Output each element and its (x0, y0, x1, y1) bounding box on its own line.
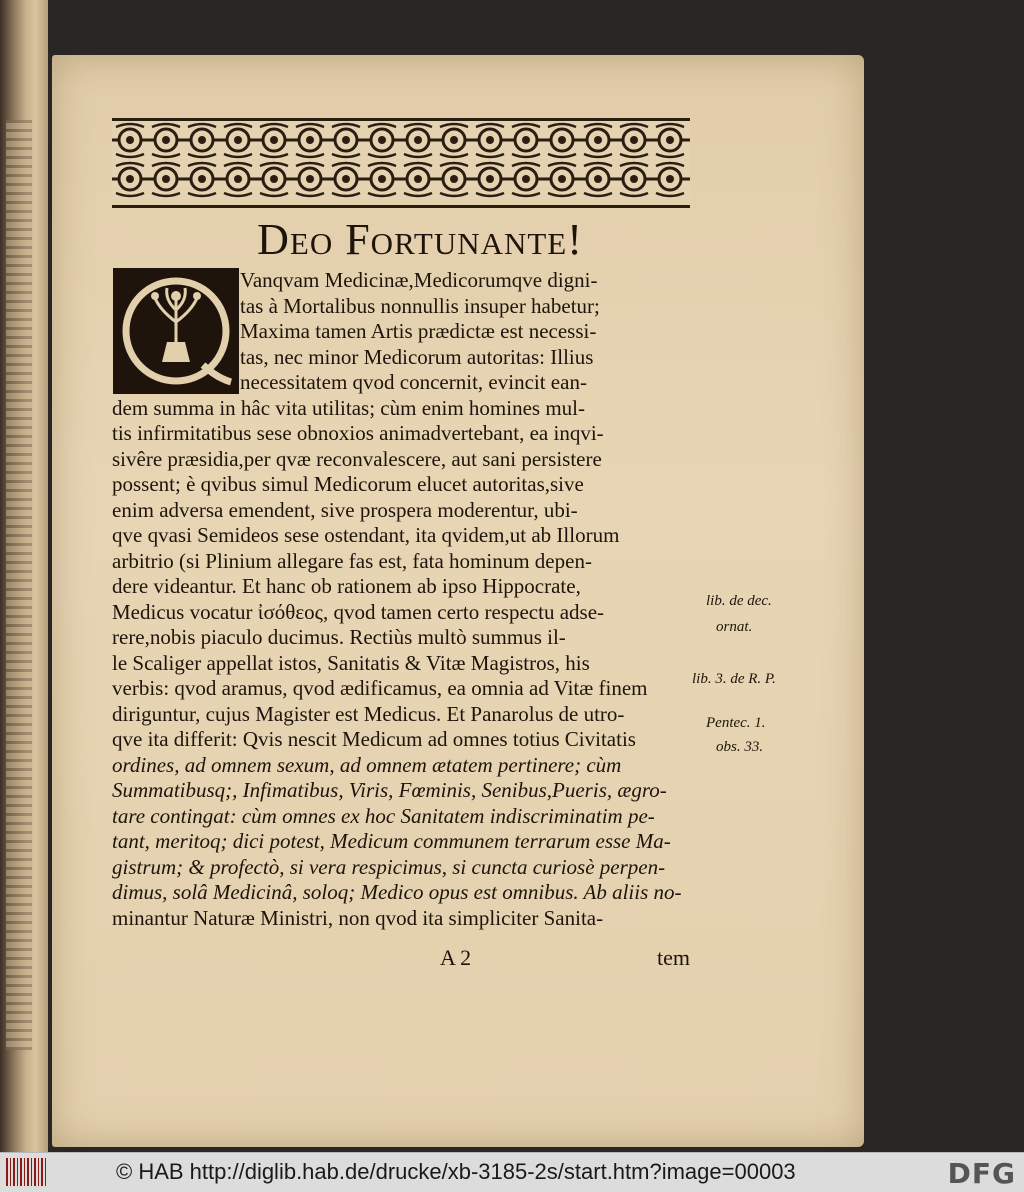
text-line: Vanqvam Medicinæ,Medicorumqve digni- (240, 268, 598, 292)
dfg-logo: DFG (947, 1157, 1016, 1190)
margin-note: lib. de dec. (706, 593, 772, 609)
page-title: Deo Fortunante! (257, 215, 583, 264)
body-text (112, 268, 690, 978)
text-line: ordines, ad omnem sexum, ad omnem ætatem pertinere; cùm (112, 752, 622, 777)
margin-note: lib. 3. de R. P. (692, 671, 776, 687)
margin-note: ornat. (716, 619, 753, 635)
text-line: possent; è qvibus simul Medicorum elucet autoritas,sive (112, 472, 584, 496)
text-line: le Scaliger appellat istos, Sanitatis & Vitæ Magistros, his (112, 650, 590, 675)
text-line: tare contingat: cùm omnes ex hoc Sanitatem indiscriminatim pe- (112, 803, 655, 828)
text-line: tas à Mortalibus nonnullis insuper habetur; (240, 293, 600, 318)
text-line: Maxima tamen Artis prædictæ est necessi- (240, 319, 597, 343)
floral-ornament-icon (112, 121, 690, 199)
margin-note: obs. 33. (716, 739, 764, 755)
text-line: qve qvasi Semideos sese ostendant, ita qvidem,ut ab Illorum (112, 523, 620, 547)
margin-note: Pentec. 1. (706, 715, 766, 731)
text-line: tant, meritoq; dici potest, Medicum communem terrarum esse Ma- (112, 829, 671, 853)
viewer-footer (0, 1152, 1024, 1192)
text-line: rere,nobis piaculo ducimus. Rectiùs multò summus il- (112, 625, 566, 649)
adjacent-page-edge (0, 0, 48, 1152)
page-edge-texture (6, 120, 32, 1050)
text-line: minantur Naturæ Ministri, non qvod ita simpliciter Sanita- (112, 905, 604, 930)
text-line: verbis: qvod aramus, qvod ædificamus, ea omnia ad Vitæ finem (112, 676, 648, 700)
text-line: dere videantur. Et hanc ob rationem ab ipso Hippocrate, (112, 574, 581, 598)
text-line: dimus, solâ Medicinâ, soloq; Medico opus est omnibus. Ab aliis no- (112, 880, 682, 904)
text-line: necessitatem qvod concernit, evincit ean- (240, 370, 587, 394)
text-line: diriguntur, cujus Magister est Medicus. Et Panarolus de utro- (112, 701, 625, 726)
footer-credit: © HAB http://diglib.hab.de/drucke/xb-3185-2s/start.htm?image=00003 (116, 1159, 796, 1184)
text-line: arbitrio (si Plinium allegare fas est, fata hominum depen- (112, 548, 592, 573)
text-line: tis infirmitatibus sese obnoxios animadvertebant, ea inqvi- (112, 421, 604, 445)
text-line: Medicus vocatur ἰσόθεος, qvod tamen certo respectu adse- (112, 599, 605, 624)
text-line: dem summa in hâc vita utilitas; cùm enim homines mul- (112, 395, 586, 420)
text-line: enim adversa emendent, sive prospera moderentur, ubi- (112, 497, 578, 522)
text-line: tas, nec minor Medicorum autoritas: Illius (240, 344, 594, 369)
text-line: sivêre præsidia,per qvæ reconvalescere, aut sani persistere (112, 446, 602, 471)
signature-mark: A 2 (440, 945, 472, 970)
barcode-icon (6, 1158, 46, 1186)
ornamental-header-band (112, 118, 690, 208)
text-line: gistrum; & profectò, si vera respicimus, si cuncta curiosè perpen- (112, 854, 666, 879)
catchword: tem (657, 945, 690, 970)
text-line: qve ita differit: Qvis nescit Medicum ad omnes totius Civitatis (112, 727, 636, 751)
page-foot (440, 945, 690, 979)
text-line: Summatibusq;, Infimatibus, Viris, Fœminis, Senibus,Pueris, ægro- (112, 778, 667, 802)
